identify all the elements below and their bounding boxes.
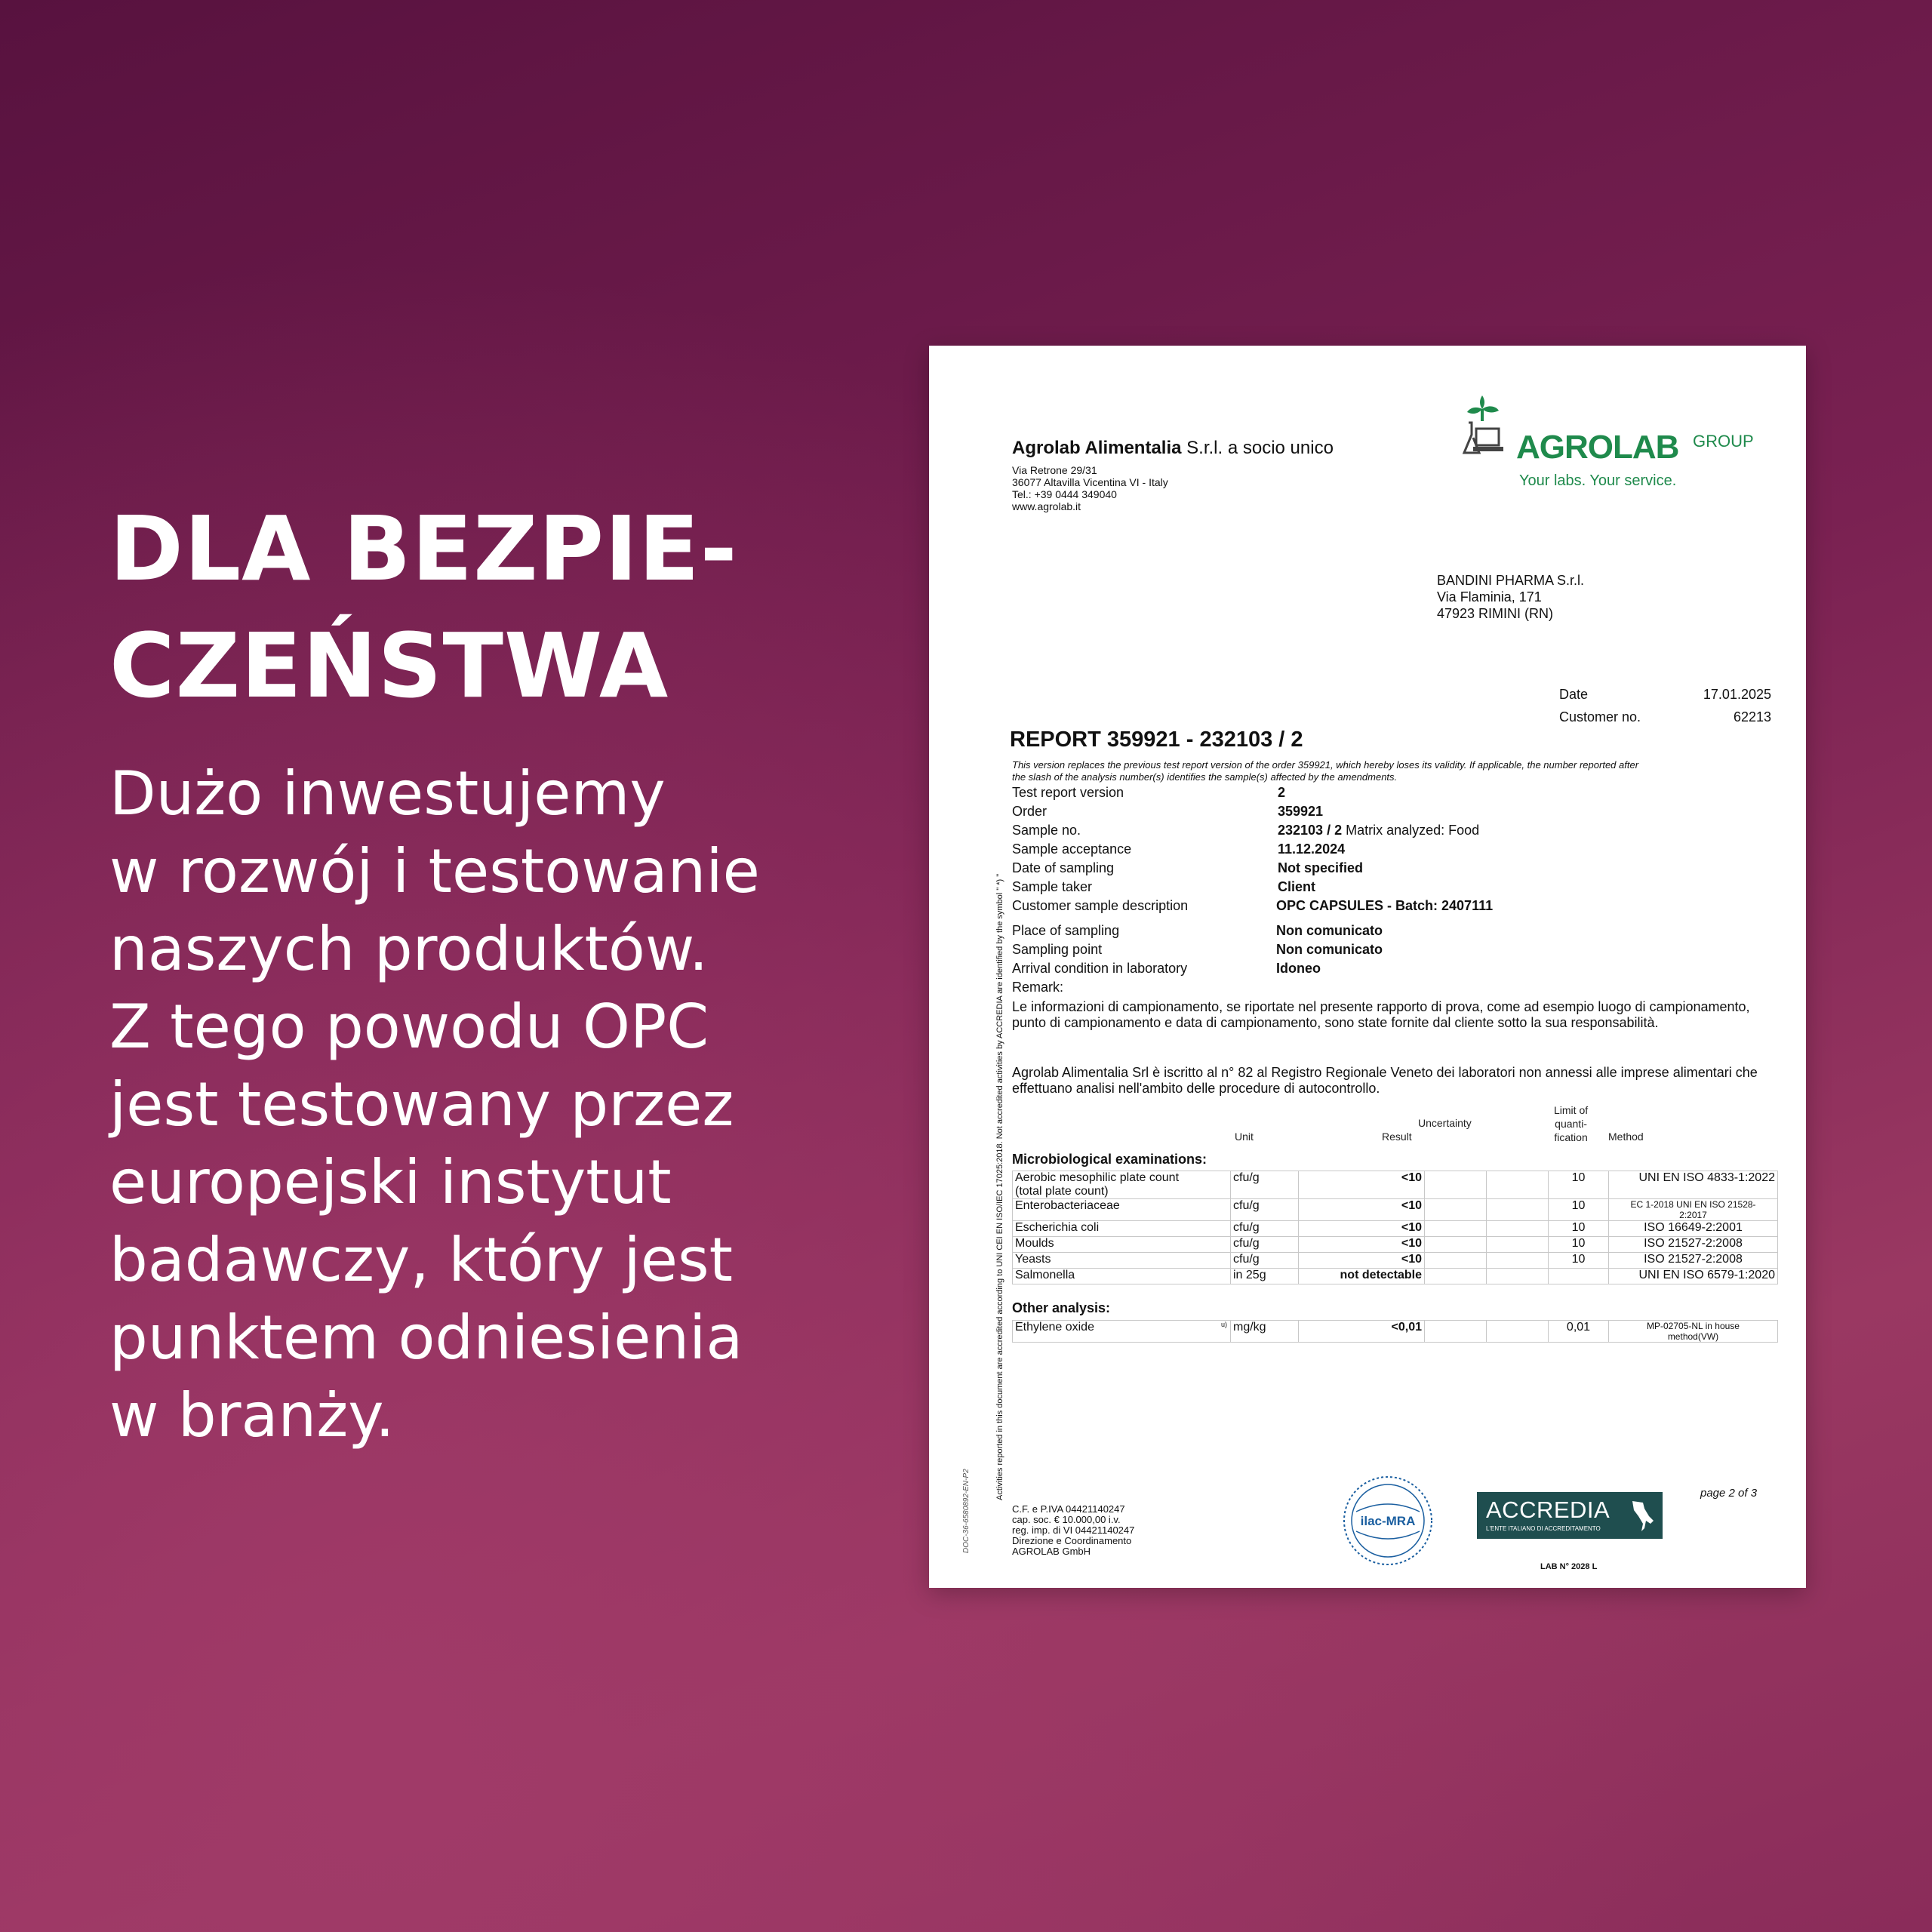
unit-cell: mg/kg (1231, 1321, 1299, 1343)
table-row (1013, 1221, 1778, 1237)
analyte-name: Salmonella (1013, 1269, 1231, 1284)
section-other-analysis: Other analysis: (1012, 1300, 1111, 1315)
body-line: w rozwój i testowanie (109, 836, 760, 906)
loq-cell: 10 (1549, 1199, 1609, 1221)
field-extra: Matrix analyzed: Food (1342, 823, 1480, 838)
agrolab-tagline: Your labs. Your service. (1519, 472, 1677, 489)
registry-text: Agrolab Alimentalia Srl è iscritto al n° 82 al Registro Regionale Veneto dei laboratori non annessi alle imprese alimentari che effettuano analisi nell'ambito delle procedure di autocontrollo. (1012, 1065, 1758, 1096)
uncertainty-cell (1425, 1237, 1487, 1253)
blank-cell (1487, 1269, 1549, 1284)
footer-line: AGROLAB GmbH (1012, 1546, 1091, 1557)
uncertainty-cell (1425, 1221, 1487, 1237)
field-value: 232103 / 2 (1278, 823, 1343, 838)
micro-results-table (1012, 1171, 1778, 1284)
document-code: DOC-36-6580892-EN-P2 (962, 1469, 971, 1553)
table-row (1013, 1321, 1778, 1343)
field-value: Client (1278, 879, 1316, 894)
blank-cell (1487, 1221, 1549, 1237)
loq-cell: 10 (1549, 1221, 1609, 1237)
result-cell: <10 (1299, 1253, 1425, 1269)
analyte-name: Escherichia coli (1013, 1221, 1231, 1237)
unit-cell: cfu/g (1231, 1237, 1299, 1253)
result-cell: <0,01 (1299, 1321, 1425, 1343)
method-cell: ISO 21527-2:2008 (1609, 1253, 1778, 1269)
result-cell: <10 (1299, 1221, 1425, 1237)
field-label: Sample no. (1012, 823, 1081, 838)
loq-cell: 10 (1549, 1237, 1609, 1253)
recipient-line: 47923 RIMINI (RN) (1437, 606, 1554, 621)
recipient-line: Via Flaminia, 171 (1437, 589, 1542, 605)
col-loq-header (1554, 1103, 1588, 1144)
footer-line: cap. soc. € 10.000,00 i.v. (1012, 1514, 1121, 1525)
result-cell: not detectable (1299, 1269, 1425, 1284)
lab-company-name (1012, 438, 1334, 459)
ilac-text: ilac-MRA (1360, 1514, 1416, 1528)
address-line: Tel.: +39 0444 349040 (1012, 488, 1117, 500)
result-cell: <10 (1299, 1237, 1425, 1253)
accreditation-side-note: Activities reported in this document are accredited according to UNI CEI EN ISO/IEC 17025:2018. Not accredited activities by ACCREDIA are identified by the symbol " *) " (995, 873, 1004, 1500)
table-row (1013, 1237, 1778, 1253)
analyte-footnote: u) (1220, 1321, 1227, 1328)
headline-line-2: CZEŃSTWA (109, 614, 669, 718)
note-line: This version replaces the previous test report version of the order 359921, which hereby loses its validity. If applicable, the number reported after (1012, 759, 1639, 771)
date-label: Date (1559, 687, 1589, 702)
accredia-name: ACCREDIA (1486, 1497, 1611, 1523)
body-paragraph (109, 755, 834, 1454)
address-line: www.agrolab.it (1012, 500, 1081, 512)
method-cell: ISO 21527-2:2008 (1609, 1237, 1778, 1253)
other-results-table (1012, 1320, 1778, 1343)
page-number: page 2 of 3 (1700, 1487, 1758, 1500)
accredia-subtitle: L'ENTE ITALIANO DI ACCREDITAMENTO (1486, 1525, 1601, 1532)
loq-cell: 10 (1549, 1171, 1609, 1199)
recipient-line: BANDINI PHARMA S.r.l. (1437, 573, 1585, 588)
company-name-rest: S.r.l. a socio unico (1186, 438, 1334, 458)
field-value: OPC CAPSULES - Batch: 2407111 (1276, 898, 1494, 913)
recipient-address (1437, 572, 1584, 622)
footer-line: Direzione e Coordinamento (1012, 1535, 1132, 1546)
result-cell: <10 (1299, 1199, 1425, 1221)
analyte-name: Moulds (1013, 1237, 1231, 1253)
table-row (1013, 1253, 1778, 1269)
uncertainty-cell (1425, 1321, 1487, 1343)
sample-details (1012, 785, 1774, 980)
field-label: Sample acceptance (1012, 841, 1132, 857)
loq-header-line: Limit of (1554, 1104, 1589, 1116)
version-note (1012, 759, 1638, 783)
field-label: Sampling point (1012, 942, 1103, 957)
analyte-name: Ethylene oxide (1015, 1321, 1094, 1334)
lab-address (1012, 464, 1168, 512)
body-line: jest testowany przez (109, 1069, 734, 1140)
footer-line: C.F. e P.IVA 04421140247 (1012, 1503, 1125, 1515)
col-method-header: Method (1608, 1131, 1644, 1143)
body-line: w branży. (109, 1380, 395, 1451)
loq-cell: 0,01 (1549, 1321, 1609, 1343)
uncertainty-cell (1425, 1171, 1487, 1199)
result-cell: <10 (1299, 1171, 1425, 1199)
date-value: 17.01.2025 (1703, 687, 1771, 702)
field-value: Non comunicato (1276, 923, 1383, 938)
blank-cell (1487, 1321, 1549, 1343)
col-unit-header: Unit (1235, 1131, 1254, 1143)
method-cell: ISO 16649-2:2001 (1609, 1221, 1778, 1237)
body-line: naszych produktów. (109, 914, 709, 984)
remark-label: Remark: (1012, 980, 1064, 995)
method-cell: MP-02705-NL in house (1647, 1321, 1740, 1331)
company-name-bold: Agrolab Alimentalia (1012, 438, 1182, 458)
method-cell: EC 1-2018 UNI EN ISO 21528- (1630, 1199, 1756, 1210)
table-row (1013, 1171, 1778, 1199)
italy-map-icon (1628, 1498, 1655, 1534)
field-label: Place of sampling (1012, 923, 1120, 938)
customer-no-value: 62213 (1733, 709, 1771, 724)
agrolab-group-label: GROUP (1693, 432, 1754, 451)
body-line: Z tego powodu OPC (109, 992, 709, 1062)
footer-line: reg. imp. di VI 04421140247 (1012, 1524, 1135, 1536)
field-value: 2 (1278, 785, 1286, 800)
field-value: 11.12.2024 (1278, 841, 1346, 857)
loq-header-line: fication (1554, 1131, 1588, 1143)
analyte-name: Enterobacteriaceae (1013, 1199, 1231, 1221)
body-line: Dużo inwestujemy (109, 758, 666, 829)
analyte-name: Aerobic mesophilic plate count (1015, 1171, 1180, 1184)
method-cell-2: 2:2017 (1679, 1210, 1707, 1220)
blank-cell (1487, 1199, 1549, 1221)
customer-no-label: Customer no. (1559, 709, 1641, 724)
section-microbiological: Microbiological examinations: (1012, 1152, 1208, 1167)
analyte-name: Yeasts (1013, 1253, 1231, 1269)
agrolab-logo-icon (1454, 392, 1512, 462)
field-label: Sample taker (1012, 879, 1093, 894)
note-line: the slash of the analysis number(s) identifies the sample(s) affected by the amendments. (1012, 771, 1398, 783)
field-label: Date of sampling (1012, 860, 1115, 875)
method-cell: UNI EN ISO 4833-1:2022 (1609, 1171, 1778, 1199)
company-registration (1012, 1504, 1134, 1557)
table-row (1013, 1199, 1778, 1221)
field-label: Customer sample description (1012, 898, 1189, 913)
headline (109, 491, 826, 724)
col-result-header: Result (1382, 1131, 1412, 1143)
remark-text: Le informazioni di campionamento, se riportate nel presente rapporto di prova, come ad esempio luogo di campionamento, punto di campionamento e data di campionamento, sono state fornite dal cliente sotto la sua responsabilità. (1012, 999, 1750, 1030)
test-report-document (929, 346, 1806, 1588)
field-value: Not specified (1278, 860, 1364, 875)
method-cell-2: method(VW) (1667, 1331, 1719, 1342)
body-line: badawczy, który jest (109, 1225, 734, 1295)
headline-line-1: DLA BEZPIE- (109, 497, 738, 601)
method-cell: UNI EN ISO 6579-1:2020 (1609, 1269, 1778, 1284)
uncertainty-cell (1425, 1253, 1487, 1269)
body-line: punktem odniesienia (109, 1303, 743, 1373)
loq-header-line: quanti- (1555, 1118, 1587, 1130)
blank-cell (1487, 1171, 1549, 1199)
table-row (1013, 1269, 1778, 1284)
accredia-logo (1477, 1492, 1663, 1539)
unit-cell: in 25g (1231, 1269, 1299, 1284)
field-label: Test report version (1012, 785, 1124, 800)
unit-cell: cfu/g (1231, 1221, 1299, 1237)
uncertainty-cell (1425, 1199, 1487, 1221)
report-title: REPORT 359921 - 232103 / 2 (1010, 728, 1303, 752)
uncertainty-cell (1425, 1269, 1487, 1284)
ilac-mra-logo (1341, 1474, 1435, 1567)
field-label: Arrival condition in laboratory (1012, 961, 1188, 976)
blank-cell (1487, 1237, 1549, 1253)
loq-cell: 10 (1549, 1253, 1609, 1269)
unit-cell: cfu/g (1231, 1253, 1299, 1269)
loq-cell (1549, 1269, 1609, 1284)
lab-number: LAB N° 2028 L (1540, 1562, 1598, 1571)
address-line: Via Retrone 29/31 (1012, 464, 1097, 476)
field-value: Idoneo (1276, 961, 1321, 976)
col-uncertainty-header: Uncertainty (1418, 1117, 1472, 1129)
field-value: Non comunicato (1276, 942, 1383, 957)
analyte-name-2: (total plate count) (1015, 1185, 1109, 1198)
agrolab-wordmark: AGROLAB (1516, 429, 1679, 466)
address-line: 36077 Altavilla Vicentina VI - Italy (1012, 476, 1168, 488)
field-label: Order (1012, 804, 1048, 819)
body-line: europejski instytut (109, 1147, 672, 1217)
field-value: 359921 (1278, 804, 1324, 819)
unit-cell: cfu/g (1231, 1171, 1299, 1199)
unit-cell: cfu/g (1231, 1199, 1299, 1221)
blank-cell (1487, 1253, 1549, 1269)
